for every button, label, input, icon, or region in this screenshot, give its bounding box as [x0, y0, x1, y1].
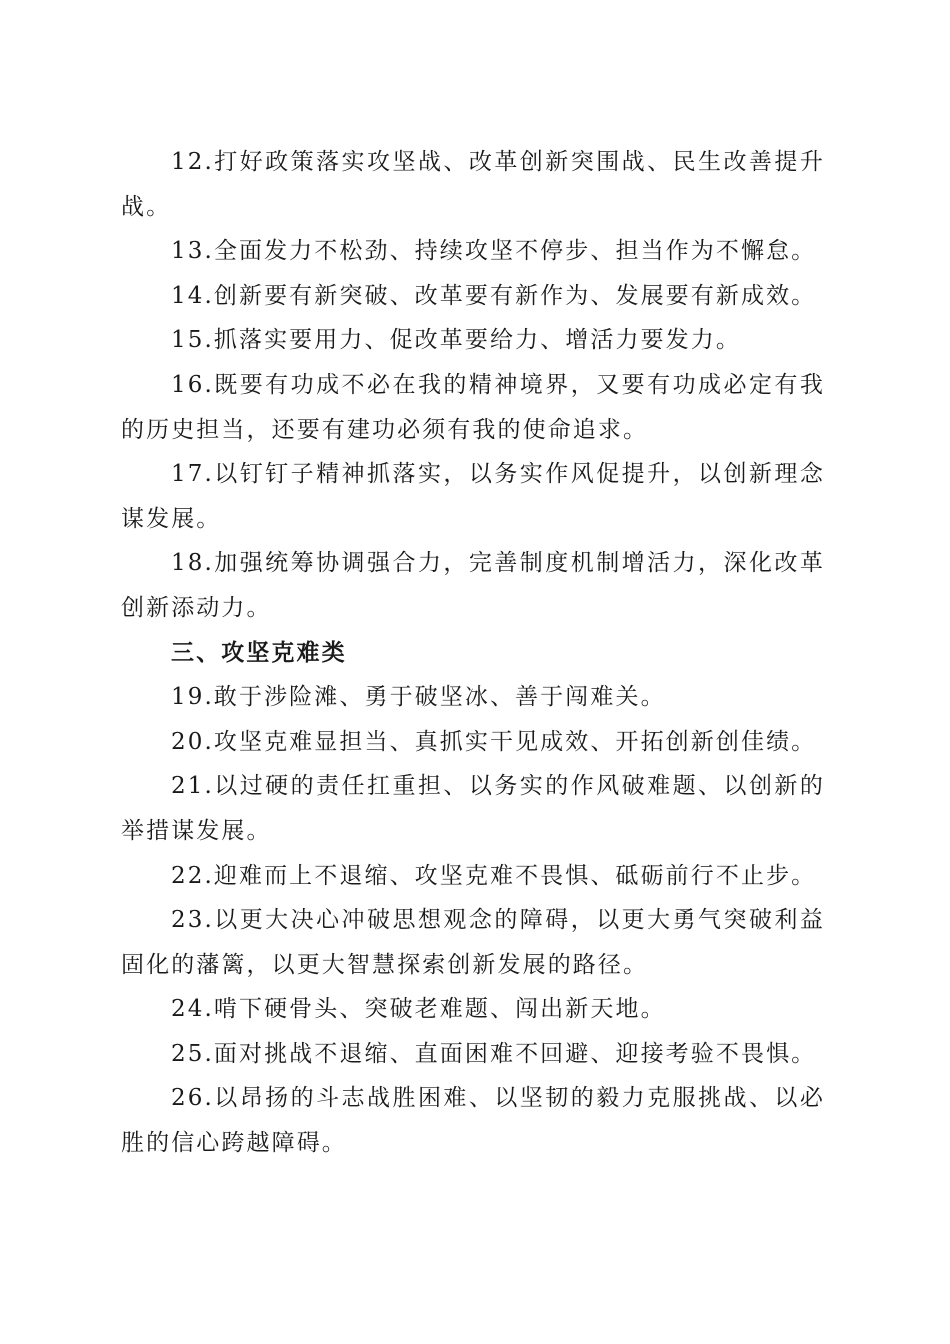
- list-item-21: 21.以过硬的责任扛重担、以务实的作风破难题、以创新的举措谋发展。: [121, 773, 825, 844]
- section-heading: 三、攻坚克难类: [171, 639, 347, 666]
- list-item-23: 23.以更大决心冲破思想观念的障碍，以更大勇气突破利益固化的藩篱，以更大智慧探索创新发展的路径。: [121, 907, 825, 978]
- list-item-17: 17.以钉钉子精神抓落实，以务实作风促提升，以创新理念谋发展。: [121, 461, 825, 532]
- list-item-13: 13.全面发力不松劲、持续攻坚不停步、担当作为不懈怠。: [171, 238, 817, 265]
- list-item-14: 14.创新要有新突破、改革要有新作为、发展要有新成效。: [171, 282, 817, 309]
- list-item-25: 25.面对挑战不退缩、直面困难不回避、迎接考验不畏惧。: [171, 1040, 817, 1067]
- list-item-18: 18.加强统筹协调强合力，完善制度机制增活力，深化改革创新添动力。: [121, 550, 825, 621]
- list-item-20: 20.攻坚克难显担当、真抓实干见成效、开拓创新创佳绩。: [171, 728, 817, 755]
- document-body: [121, 140, 825, 1166]
- list-item-16: 16.既要有功成不必在我的精神境界，又要有功成必定有我的历史担当，还要有建功必须有我的使命追求。: [121, 371, 825, 443]
- list-item-12: 12.打好政策落实攻坚战、改革创新突围战、民生改善提升战。: [121, 149, 825, 220]
- list-item-19: 19.敢于涉险滩、勇于破坚冰、善于闯难关。: [171, 684, 666, 711]
- list-item-22: 22.迎难而上不退缩、攻坚克难不畏惧、砥砺前行不止步。: [171, 862, 817, 889]
- list-item-15: 15.抓落实要用力、促改革要给力、增活力要发力。: [171, 327, 741, 354]
- list-item-26: 26.以昂扬的斗志战胜困难、以坚韧的毅力克服挑战、以必胜的信心跨越障碍。: [121, 1085, 825, 1157]
- list-item-24: 24.啃下硬骨头、突破老难题、闯出新天地。: [171, 996, 666, 1023]
